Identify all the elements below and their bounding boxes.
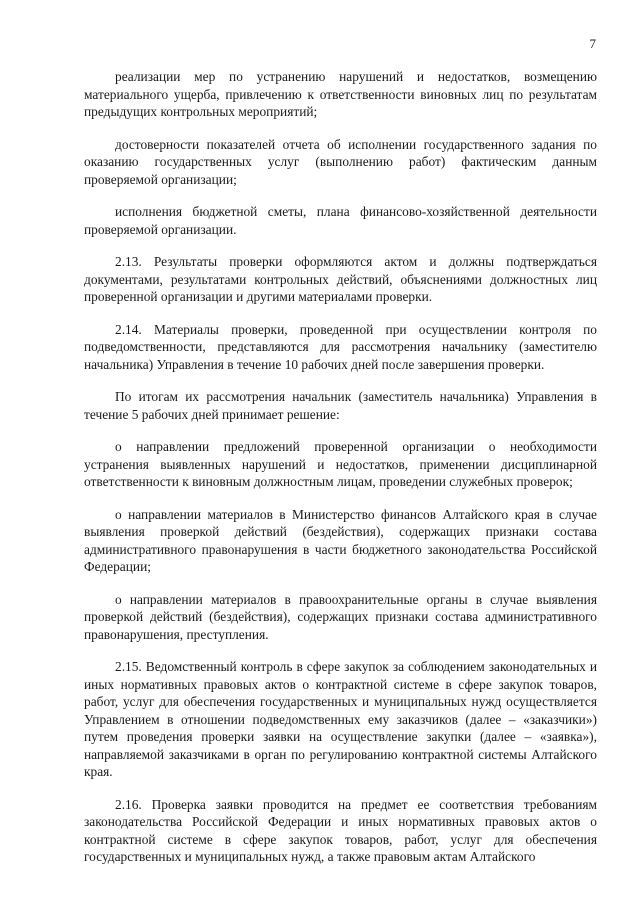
paragraph: 2.14. Материалы проверки, проведенной при осуществлении контроля по подведомственности, представляются для рассмотрения начальнику (заместителю начальника) Управления в течение 10 рабочих дней после завершения проверки. xyxy=(84,321,597,372)
document-body xyxy=(84,68,597,881)
paragraph: исполнения бюджетной сметы, плана финансово-хозяйственной деятельности проверяемой организации. xyxy=(84,204,597,237)
paragraph: реализации мер по устранению нарушений и недостатков, возмещению материального ущерба, привлечению к ответственности виновных лиц по результатам предыдущих контрольных мероприятий; xyxy=(84,69,597,119)
paragraph: 2.15. Ведомственный контроль в сфере закупок за соблюдением законодательных и иных нормативных правовых актов о контрактной системе в сфере закупок товаров, работ, услуг для обеспечения государственных и муниципальных нужд осуществляется Управлением в отношении подведомственных ему заказчиков (далее – «заказчики») путем проведения проверки заявки на осуществление закупки (далее – «заявка»), направляемой заказчиками в орган по регулированию контрактной системы Алтайского края. xyxy=(84,659,597,779)
paragraph: 2.13. Результаты проверки оформляются актом и должны подтверждаться документами, результатами контрольных действий, объяснениями должностных лиц проверенной организации и другими материалами проверки. xyxy=(84,254,597,304)
paragraph: достоверности показателей отчета об исполнении государственного задания по оказанию государственных услуг (выполнению работ) фактическим данным проверяемой организации; xyxy=(84,136,597,187)
paragraph: о направлении материалов в Министерство финансов Алтайского края в случае выявления проверкой действий (бездействия), содержащих признаки состава административного правонарушения в части бюджетного законодательства Российской Федерации; xyxy=(84,506,597,574)
paragraph: о направлении материалов в правоохранительные органы в случае выявления проверкой действий (бездействия), содержащих признаки состава административного правонарушения, преступления. xyxy=(84,591,597,642)
page-number: 7 xyxy=(589,36,596,51)
paragraph: 2.16. Проверка заявки проводится на предмет ее соответствия требованиям законодательства Российской Федерации и иных нормативных правовых актов о контрактной системе в сфере закупок товаров, работ, услуг для обеспечения государственных и муниципальных нужд, а также правовым актам Алтайского xyxy=(84,796,597,864)
paragraph: о направлении предложений проверенной организации о необходимости устранения выявленных нарушений и недостатков, применении дисциплинарной ответственности к виновным должностным лицам, проведении служебных проверок; xyxy=(84,439,597,489)
paragraph: По итогам их рассмотрения начальник (заместитель начальника) Управления в течение 5 рабочих дней принимает решение: xyxy=(84,389,597,422)
